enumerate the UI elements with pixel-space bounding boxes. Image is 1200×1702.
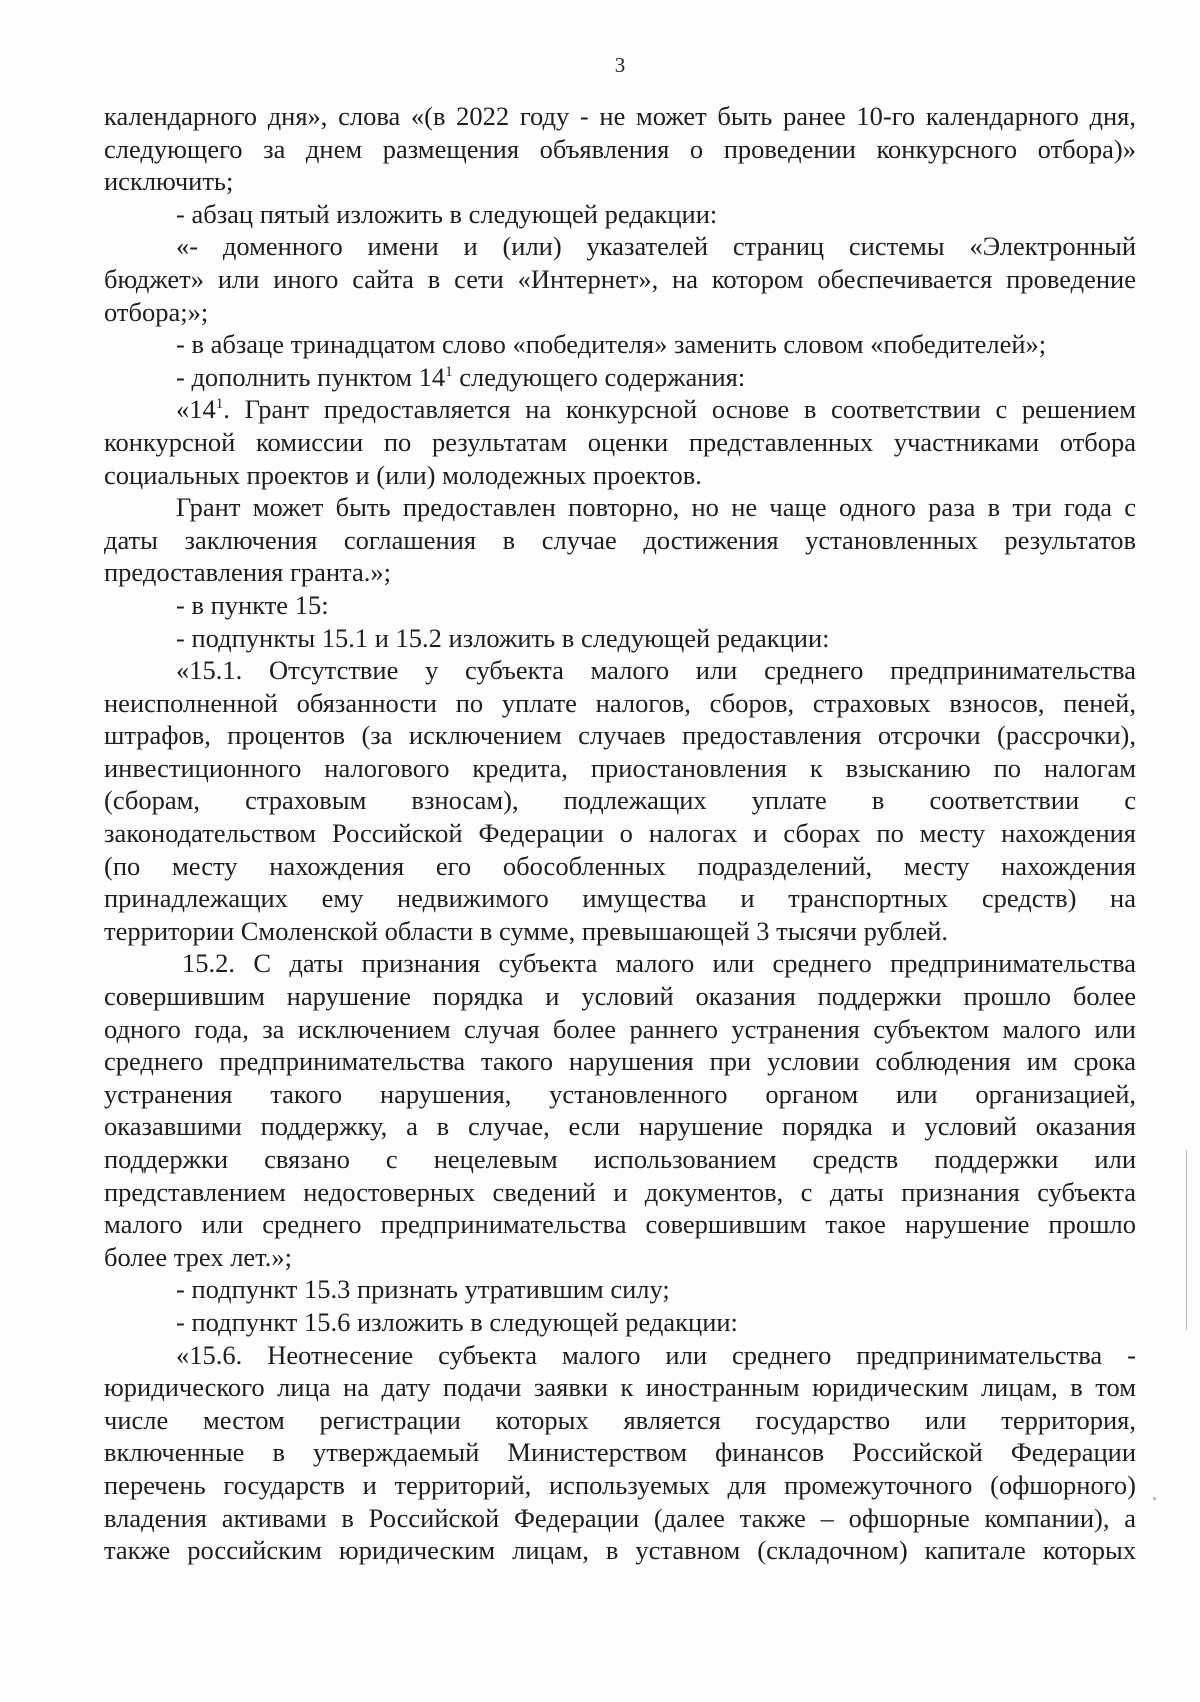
text-line: также российским юридическим лицам, в уставном (складочном) капитале которых: [104, 1535, 1136, 1566]
paragraph-15-3: [104, 1273, 1136, 1338]
text-line: - подпункт 15.6 изложить в следующей редакции:: [176, 1306, 738, 1337]
text-fragment: «14: [176, 394, 216, 425]
text-line: социальных проектов и (или) молодежных проектов.: [104, 459, 702, 490]
text-line: малого или среднего предпринимательства совершившим такое нарушение прошло: [104, 1209, 1136, 1240]
text-line: «- доменного имени и (или) указателей страниц системы «Электронный: [176, 231, 1136, 262]
text-line: штрафов, процентов (за исключением случаев предоставления отсрочки (рассрочки),: [104, 720, 1136, 751]
text-line: числе местом регистрации которых является государство или территория,: [104, 1404, 1136, 1435]
text-line: предоставления гранта.»;: [104, 557, 391, 588]
document-body: [104, 100, 1136, 1567]
text-line: включенные в утверждаемый Министерством финансов Российской Федерации: [104, 1437, 1136, 1468]
text-line: «15.1. Отсутствие у субъекта малого или среднего предпринимательства: [176, 655, 1136, 686]
scan-artifact: [1186, 1150, 1187, 1330]
text-line: [104, 393, 1136, 426]
paragraph-abzac-13: [104, 328, 1136, 393]
text-line: [104, 361, 1136, 394]
text-line: инвестиционного налогового кредита, приостановления к взысканию по налогам: [104, 752, 1136, 783]
text-line: принадлежащих ему недвижимого имущества и транспортных средств) на: [104, 883, 1136, 914]
text-line: поддержки связано с нецелевым использованием средств поддержки или: [104, 1144, 1136, 1174]
paragraph-15-6: [104, 1339, 1136, 1567]
text-line: территории Смоленской области в сумме, превышающей 3 тысячи рублей.: [104, 915, 949, 946]
text-line: - в абзаце тринадцатом слово «победителя» заменить словом «победителей»;: [176, 329, 1047, 360]
text-line: - подпункт 15.3 признать утратившим силу;: [176, 1274, 670, 1305]
text-line: исключить;: [104, 166, 234, 197]
text-line: (по месту нахождения его обособленных подразделений, месту нахождения: [104, 850, 1136, 881]
text-line: владения активами в Российской Федерации (далее также – офшорные компании), а: [104, 1502, 1136, 1533]
text-line: отбора;»;: [104, 296, 209, 327]
text-line: устранения такого нарушения, установленного органом или организацией,: [104, 1078, 1136, 1109]
text-line: «15.6. Неотнесение субъекта малого или среднего предпринимательства -: [176, 1339, 1136, 1370]
text-line: одного года, за исключением случая более раннего устранения субъектом малого или: [104, 1013, 1136, 1044]
page-number: 3: [614, 53, 626, 77]
text-line: более трех лет.»;: [104, 1241, 293, 1272]
text-line: даты заключения соглашения в случае достижения установленных результатов: [104, 524, 1136, 555]
text-line: представлением недостоверных сведений и документов, с даты признания субъекта: [104, 1176, 1136, 1207]
text-line: следующего за днем размещения объявления о проведении конкурсного отбора)»: [104, 133, 1136, 164]
paragraph-punkt-15: [104, 589, 1136, 654]
text-line: - подпункты 15.1 и 15.2 изложить в следующей редакции:: [176, 622, 830, 653]
text-line: конкурсной комиссии по результатам оценки представленных участниками отбора: [104, 426, 1136, 457]
paragraph-punkt-14-1: [104, 393, 1136, 491]
superscript: 1: [215, 396, 224, 413]
superscript: 1: [445, 363, 453, 380]
paragraph-intro: [104, 100, 1136, 198]
text-fragment: - дополнить пунктом 14: [176, 361, 446, 392]
text-line: (сборам, страховым взносам), подлежащих уплате в соответствии с: [104, 785, 1136, 816]
paragraph-abzac-5: [104, 198, 1136, 328]
text-line: среднего предпринимательства такого нарушения при условии соблюдения им срока: [104, 1046, 1136, 1077]
text-line: совершившим нарушение порядка и условий оказания поддержки прошло более: [104, 981, 1136, 1012]
text-line: - абзац пятый изложить в следующей редакции:: [176, 198, 718, 229]
scan-artifact: [1153, 1497, 1156, 1500]
text-line: бюджет» или иного сайта в сети «Интернет», на котором обеспечивается проведение: [104, 263, 1136, 294]
text-line: законодательством Российской Федерации о налогах и сборах по месту нахождения: [104, 818, 1136, 849]
text-line: календарного дня», слова «(в 2022 году - не может быть ранее 10-го календарного дня,: [104, 101, 1136, 131]
text-line: - в пункте 15:: [176, 589, 329, 620]
text-line: 15.2. С даты признания субъекта малого или среднего предпринимательства: [182, 948, 1136, 979]
paragraph-15-1: [104, 654, 1136, 947]
text-line: неисполненной обязанности по уплате налогов, сборов, страховых взносов, пеней,: [104, 687, 1136, 718]
text-line: юридического лица на дату подачи заявки к иностранным юридическим лицам, в том: [104, 1372, 1136, 1403]
text-fragment: . Грант предоставляется на конкурсной основе в соответствии с решением: [223, 394, 1136, 425]
text-fragment: следующего содержания:: [452, 361, 746, 392]
paragraph-grant-repeat: [104, 491, 1136, 589]
text-line: оказавшими поддержку, а в случае, если нарушение порядка и условий оказания: [104, 1111, 1136, 1142]
paragraph-15-2: [104, 947, 1136, 1273]
text-line: перечень государств и территорий, используемых для промежуточного (офшорного): [104, 1469, 1136, 1500]
text-line: Грант может быть предоставлен повторно, но не чаще одного раза в три года с: [176, 492, 1136, 523]
